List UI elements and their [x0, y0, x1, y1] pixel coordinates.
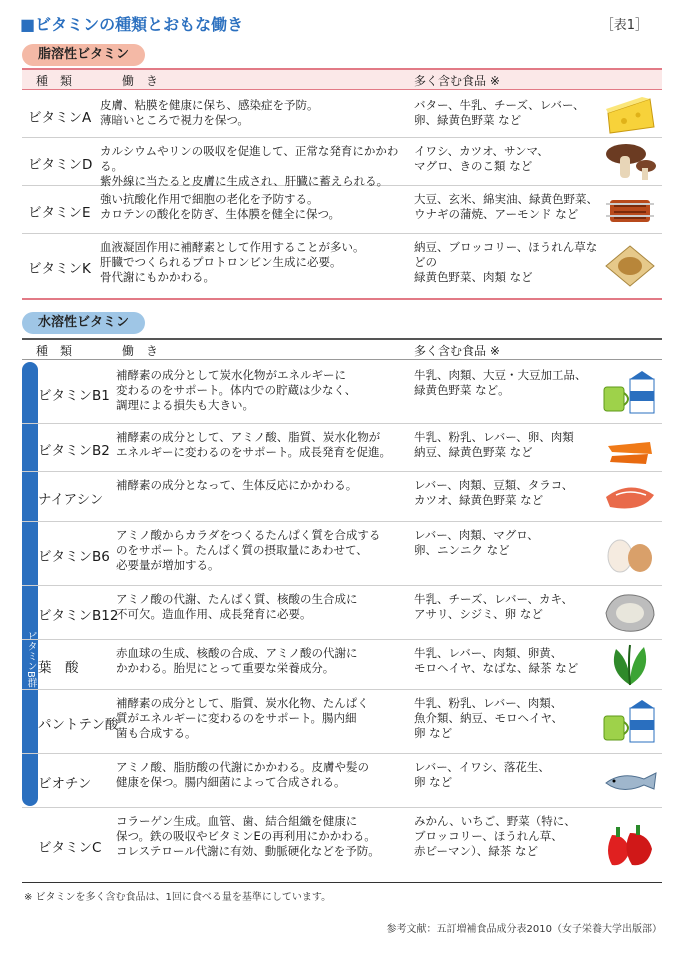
vitamin-function: カルシウムやリンの吸収を促進して、正常な発育にかかわる。 紫外線に当たると皮膚に生成され、肝臓に蓄えられる。: [100, 144, 399, 188]
header-foods: 多く含む食品 ※: [414, 344, 500, 358]
vitamin-function: アミノ酸からカラダをつくるたんぱく質を合成する のをサポート。たんぱく質の摂取量にあわせて、 必要量が増加する。: [116, 528, 381, 572]
reference: 参考文献：五訂増補食品成分表2010（女子栄養大学出版部）: [386, 924, 662, 935]
vitamin-function: アミノ酸の代謝、たんぱく質、核酸の生合成に 不可欠。造血作用、成長発育に必要。: [116, 592, 358, 621]
egg-icon: [602, 530, 658, 578]
vitamin-row: [22, 522, 662, 586]
table-label: ［表1］: [600, 18, 648, 33]
vitamin-function: 補酵素の成分として、脂質、炭水化物、たんぱく 質がエネルギーに変わるのをサポート。腸内細 菌も合成する。: [116, 696, 369, 740]
vitamin-function: 皮膚、粘膜を健康に保ち、感染症を予防。 薄暗いところで視力を保つ。: [100, 98, 319, 127]
salmon-icon: [602, 473, 658, 521]
milk-icon: [602, 369, 658, 417]
vitamin-foods: 牛乳、レバー、肉類、卵黄、 モロヘイヤ、なばな、緑茶 など: [414, 646, 579, 675]
cheese-icon: [602, 91, 658, 139]
carrot-icon: [602, 424, 658, 472]
vitamin-row: [22, 424, 662, 472]
vitamin-row: [22, 690, 662, 754]
vitamin-name: ビタミンD: [28, 157, 93, 173]
vitamin-b-group-bar: ビタミンB群: [22, 362, 38, 806]
vitamin-function: 補酵素の成分となって、生体反応にかかわる。: [116, 478, 358, 492]
header-function: 働 き: [122, 74, 159, 88]
spinach-icon: [602, 641, 658, 689]
vitamin-foods: レバー、イワシ、落花生、 卵 など: [414, 760, 550, 789]
vitamin-name: ビタミンB2: [38, 443, 110, 459]
vitamin-row: [22, 234, 662, 298]
vitamin-foods: レバー、肉類、豆類、タラコ、 カツオ、緑黄色野菜 など: [414, 478, 574, 507]
vitamin-name: 葉 酸: [38, 660, 79, 676]
vitamin-name: ビタミンA: [28, 110, 92, 126]
vitamin-row: [22, 186, 662, 234]
natto-icon: [602, 242, 658, 290]
vitamin-name: パントテン酸: [38, 717, 119, 733]
vitamin-function: 血液凝固作用に補酵素として作用することが多い。 肝臓でつくられるプロトロンビン生成に必要。 骨代謝にもかかわる。: [100, 240, 365, 284]
fish-icon: [602, 757, 658, 805]
vitamin-function: 強い抗酸化作用で細胞の老化を予防する。 カロテンの酸化を防ぎ、生体膜を健全に保つ。: [100, 192, 341, 221]
vitamin-name: ビタミンB1: [38, 388, 110, 404]
vitamin-foods: 牛乳、粉乳、レバー、肉類、 魚介類、納豆、モロヘイヤ、 卵 など: [414, 696, 564, 740]
header-foods: 多く含む食品 ※: [414, 74, 500, 88]
vitamin-name: ビタミンB12: [38, 608, 119, 624]
header-kind: 種 類: [36, 74, 73, 88]
vitamin-name: ビタミンE: [28, 205, 91, 221]
water-table-header: [22, 338, 662, 360]
vitamin-row: [22, 586, 662, 640]
vitamin-foods: 牛乳、粉乳、レバー、卵、肉類 納豆、緑黄色野菜 など: [414, 430, 574, 459]
vitamin-foods: 納豆、ブロッコリー、ほうれん草などの 緑黄色野菜、肉類 など: [414, 240, 598, 284]
vitamin-name: ビタミンB6: [38, 549, 110, 565]
eel-icon: [602, 186, 658, 234]
fat-table-header: [22, 68, 662, 90]
oyster-icon: [602, 589, 658, 637]
vitamin-foods: 大豆、玄米、綿実油、緑黄色野菜、 ウナギの蒲焼、アーモンド など: [414, 192, 598, 221]
vitamin-row: [22, 92, 662, 138]
vitamin-row: [22, 808, 662, 882]
vitamin-row: [22, 754, 662, 808]
vitamin-name: ナイアシン: [38, 492, 104, 508]
vitamin-name: ビタミンK: [28, 261, 91, 277]
vitamin-row: [22, 472, 662, 522]
vitamin-foods: 牛乳、肉類、大豆・大豆加工品、 緑黄色野菜 など。: [414, 368, 587, 397]
page-title: ■ビタミンの種類とおもな働き: [20, 15, 244, 34]
header-kind: 種 類: [36, 344, 73, 358]
vitamin-row: [22, 138, 662, 186]
mushroom-icon: [602, 138, 658, 186]
table-bottom-line: [22, 882, 662, 883]
vitamin-foods: イワシ、カツオ、サンマ、 マグロ、きのこ類 など: [414, 144, 549, 173]
vitamin-function: 赤血球の生成、核酸の合成、アミノ酸の代謝に かかわる。胎児にとって重要な栄養成分。: [116, 646, 358, 675]
vitamin-function: 補酵素の成分として炭水化物がエネルギーに 変わるのをサポート。体内での貯蔵は少なく、 調理による損失も大きい。: [116, 368, 357, 412]
pepper-icon: [602, 821, 658, 869]
vitamin-row: [22, 640, 662, 690]
vitamin-row: [22, 362, 662, 424]
vitamin-name: ビタミンC: [38, 840, 102, 856]
vitamin-foods: 牛乳、チーズ、レバー、カキ、 アサリ、シジミ、卵 など: [414, 592, 574, 621]
fat-soluble-label: 脂溶性ビタミン: [22, 44, 145, 66]
milk-icon: [602, 698, 658, 746]
vitamin-function: 補酵素の成分として、アミノ酸、脂質、炭水化物が エネルギーに変わるのをサポート。成長発育を促進。: [116, 430, 391, 459]
header-function: 働 き: [122, 344, 159, 358]
vitamin-function: アミノ酸、脂肪酸の代謝にかかわる。皮膚や髪の 健康を保つ。腸内細菌によって合成される。: [116, 760, 369, 789]
fat-section-divider: [22, 298, 662, 300]
vitamin-name: ビオチン: [38, 776, 92, 792]
vitamin-foods: レバー、肉類、マグロ、 卵、ニンニク など: [414, 528, 539, 557]
vitamin-foods: バター、牛乳、チーズ、レバー、 卵、緑黄色野菜 など: [414, 98, 585, 127]
vitamin-foods: みかん、いちご、野菜（特に、 ブロッコリー、ほうれん草、 赤ピーマン）、緑茶 など: [414, 814, 576, 858]
footnote: ※ ビタミンを多く含む食品は、1回に食べる量を基準にしています。: [24, 892, 332, 903]
water-soluble-label: 水溶性ビタミン: [22, 312, 145, 334]
vitamin-function: コラーゲン生成。血管、歯、結合組織を健康に 保つ。鉄の吸収やビタミンEの再利用にかかわる。 コレステロール代謝に有効、動脈硬化などを予防。: [116, 814, 380, 858]
